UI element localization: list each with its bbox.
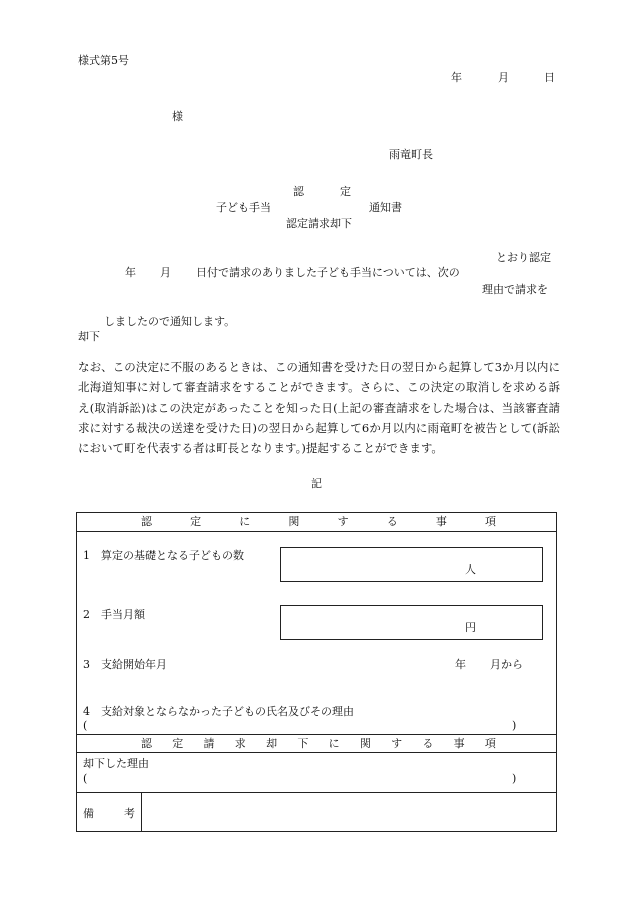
approval-header-char: 定 <box>190 515 202 528</box>
remarks-field[interactable] <box>142 793 556 831</box>
ki-heading: 記 <box>311 477 322 490</box>
item2-unit: 円 <box>465 621 476 634</box>
monthly-amount-field[interactable] <box>280 605 543 640</box>
approval-header-char: 事 <box>435 515 447 528</box>
approval-header-char: す <box>337 515 349 528</box>
rejection-header-char: 請 <box>203 737 215 750</box>
title-left: 子ども手当 <box>216 201 271 214</box>
appeal-paragraph: なお、この決定に不服のあるときは、この通知書を受けた日の翌日から起算して3か月以内に北海道知事に対して審査請求をすることができます。さらに、この決定の取消しを求める訴え(取消訴訟)はこの決定があったことを知った日(上記の審査請求をした場合は、当該審査請求に対する裁決の送達を受けた日)の翌日から起算して6か月以内に雨竜町を被告として(訴訟において町を代表する者は町長となります。)提起することができます。 <box>78 360 560 456</box>
request-year: 年 <box>125 266 136 279</box>
rejection-reason-label: 却下した理由 <box>83 757 149 770</box>
request-text: 日付で請求のありました子ども手当については、次の <box>196 266 460 279</box>
item1-unit: 人 <box>465 563 476 576</box>
rejection-header-char: る <box>422 737 434 750</box>
date-day: 日 <box>544 71 555 84</box>
reason-tail: 理由で請求を <box>482 283 548 296</box>
item2-label: 2 手当月額 <box>83 608 145 621</box>
rejection-header-char: 項 <box>484 737 496 750</box>
form-number: 様式第5号 <box>78 54 129 67</box>
item4-label: 4 支給対象とならなかった子どもの氏名及びその理由 <box>83 705 354 718</box>
addressee-suffix: 様 <box>172 110 183 123</box>
title-lower: 認定請求却下 <box>286 217 352 230</box>
approval-header-char: 項 <box>484 515 496 528</box>
rejection-header-char: に <box>328 737 340 750</box>
rejection-header-divider <box>76 752 557 753</box>
rejection-header-char: 却 <box>266 737 278 750</box>
date-month: 月 <box>498 71 509 84</box>
item3-label: 3 支給開始年月 <box>83 658 167 671</box>
title-upper-2: 定 <box>340 185 351 198</box>
item1-label: 1 算定の基礎となる子どもの数 <box>83 549 244 562</box>
remarks-label-2: 考 <box>124 807 135 820</box>
approved-tail: とおり認定 <box>496 251 551 264</box>
title-upper-1: 認 <box>293 185 304 198</box>
sender: 雨竜町長 <box>389 148 433 161</box>
item3-month-from: 月から <box>490 658 523 671</box>
rejection-header-char: 定 <box>172 737 184 750</box>
request-month: 月 <box>160 266 171 279</box>
rejection-header-char: 認 <box>141 737 152 750</box>
item4-paren-open: ( <box>83 719 88 732</box>
approval-header-char: る <box>386 515 398 528</box>
item4-paren-close: ) <box>512 719 517 732</box>
title-right: 通知書 <box>369 201 402 214</box>
children-count-field[interactable] <box>280 547 543 582</box>
rejection-header-char: 関 <box>359 737 371 750</box>
approval-header <box>141 516 496 527</box>
approval-header-char: に <box>239 515 251 528</box>
rejection-header-char: 求 <box>234 737 246 750</box>
approval-header-divider <box>76 531 557 532</box>
rejection-header-char: す <box>391 737 403 750</box>
item3-year: 年 <box>455 658 466 671</box>
section-divider <box>76 734 557 735</box>
notify-text: しましたので通知します。 <box>104 315 236 328</box>
date-year: 年 <box>451 71 462 84</box>
rejection-header <box>141 738 496 749</box>
rejection-paren-close: ) <box>512 772 517 785</box>
rejection-paren-open: ( <box>83 772 88 785</box>
rejection-header-char: 事 <box>453 737 465 750</box>
rejection-header-char: 下 <box>297 737 309 750</box>
approval-header-char: 関 <box>288 515 300 528</box>
remarks-label-1: 備 <box>83 807 94 820</box>
approval-header-char: 認 <box>141 515 152 528</box>
rejected-word: 却下 <box>78 330 100 343</box>
